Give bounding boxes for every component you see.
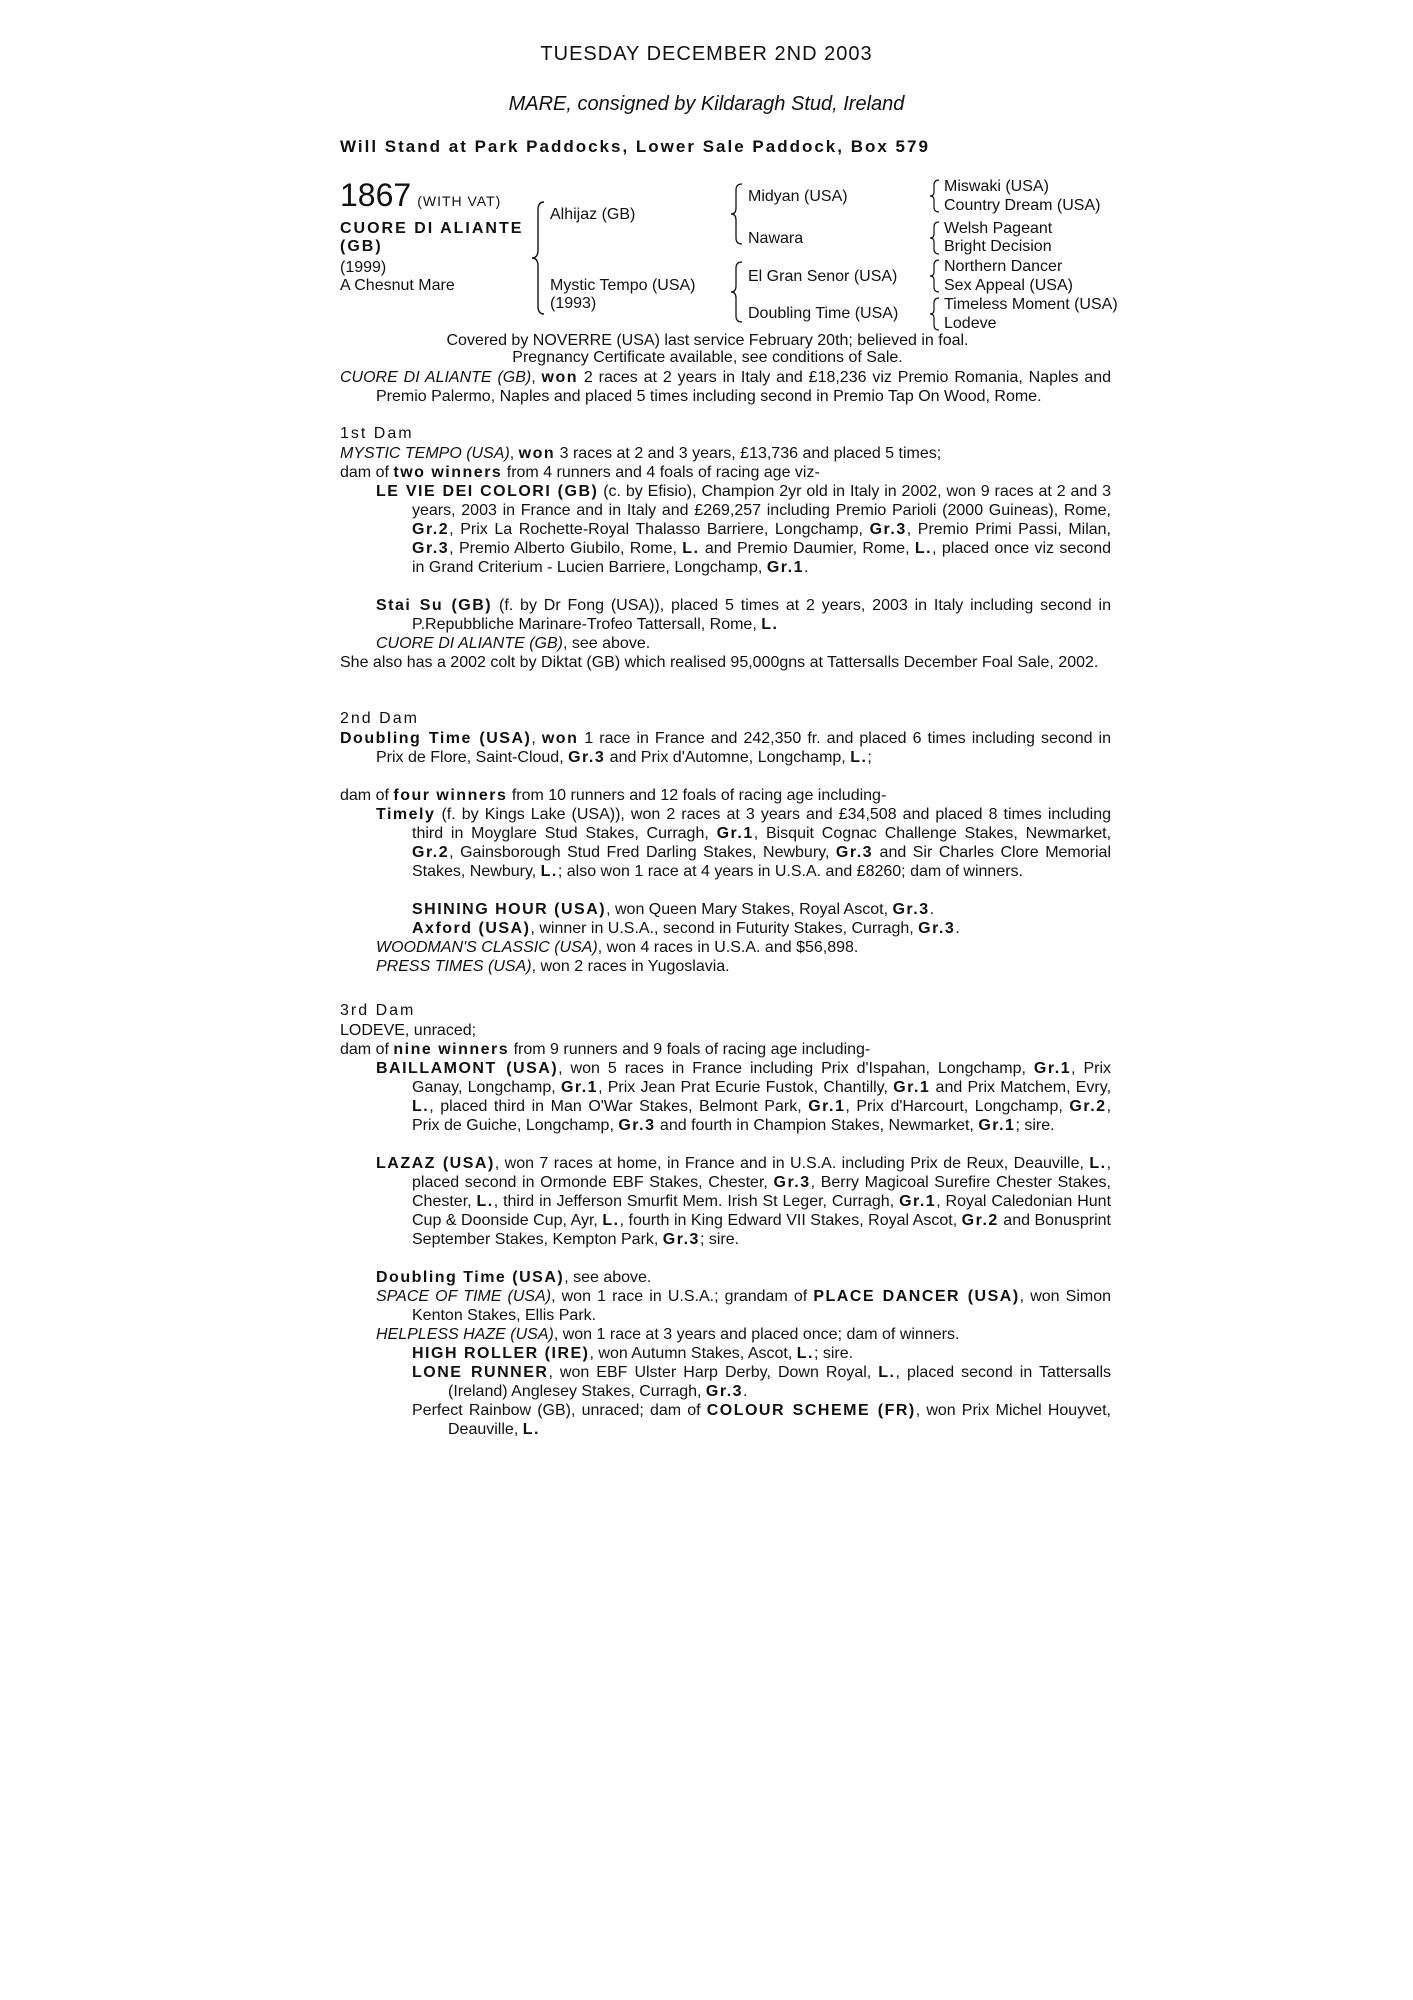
second-dam-heading: 2nd Dam (340, 710, 419, 727)
produce-space-of-time: SPACE OF TIME (USA), won 1 race in U.S.A.; grandam of PLACE DANCER (USA), won Simon Kenton Stakes, Ellis Park. (376, 1288, 1111, 1324)
pedigree-dd-dam: Lodeve (944, 315, 997, 332)
covering-note: Covered by NOVERRE (USA) last service February 20th; believed in foal. (446, 332, 969, 349)
produce-2002-colt: She also has a 2002 colt by Diktat (GB) which realised 95,000gns at Tattersalls December Foal Sale, 2002. (340, 654, 1099, 671)
produce-le-vie-dei-colori: LE VIE DEI COLORI (GB) (c. by Efisio), Champion 2yr old in Italy in 2002, won 9 races at 2 and 3 years, 2003 in France and in Italy and £269,257 including Premio Parioli (2000 Guineas), Rome, Gr.2, Prix La Rochette-Royal Thalasso Barriere, Longchamp, Gr.3, Premio Primi Passi, Milan, Gr.3, Premio Alberto Giubilo, Rome, L. and Premio Daumier, Rome, L., placed once viz second in Grand Criterium - Lucien Barriere, Longchamp, Gr.1. (376, 483, 1112, 576)
pedigree-dam-sire: El Gran Senor (USA) (748, 268, 898, 285)
pedigree-sd-sire: Welsh Pageant (944, 220, 1053, 237)
pedigree-dam-year: (1993) (550, 295, 597, 312)
produce-cuore-di-aliante: CUORE DI ALIANTE (GB), see above. (376, 635, 651, 652)
produce-high-roller: HIGH ROLLER (IRE), won Autumn Stakes, Ascot, L.; sire. (412, 1345, 854, 1362)
produce-axford: Axford (USA), winner in U.S.A., second in Futurity Stakes, Curragh, Gr.3. (412, 920, 960, 937)
vat-note: (WITH VAT) (417, 193, 502, 209)
first-dam-heading: 1st Dam (340, 425, 414, 442)
lot-number: 1867 (WITH VAT) (340, 177, 502, 213)
produce-lazaz: LAZAZ (USA), won 7 races at home, in France and in U.S.A. including Prix de Reux, Deauville, L., placed second in Ormonde EBF Stakes, Chester, Gr.3, Berry Magicoal Surefire Chester Stakes, Chester, L., third in Jefferson Smurfit Mem. Irish St Leger, Curragh, Gr.1, Royal Caledonian Hunt Cup & Doonside Cup, Ayr, L., fourth in King Edward VII Stakes, Royal Ascot, Gr.2 and Bonusprint September Stakes, Kempton Park, Gr.3; sire. (376, 1155, 1112, 1248)
horse-race-record: CUORE DI ALIANTE (GB), won 2 races at 2 years in Italy and £18,236 viz Premio Romania, Naples and Premio Palermo, Naples and placed 5 times including second in Premio Tap On Wood, Rome. (340, 369, 1112, 405)
horse-name: CUORE DI ALIANTE (GB) (340, 220, 524, 255)
pedigree-brace-dd (928, 296, 942, 332)
second-dam-produce: dam of four winners from 10 runners and 12 foals of racing age including- (340, 787, 887, 804)
pedigree-brace-ss (928, 178, 942, 214)
consignor-line: MARE, consigned by Kildaragh Stud, Ireland (508, 93, 905, 115)
pedigree-brace-sire (730, 182, 746, 246)
foaling-year: (1999) (340, 259, 387, 276)
produce-shining-hour: SHINING HOUR (USA), won Queen Mary Stakes, Royal Ascot, Gr.3. (412, 901, 935, 918)
pedigree-ss-dam: Country Dream (USA) (944, 197, 1101, 214)
produce-stai-su: Stai Su (GB) (f. by Dr Fong (USA)), placed 5 times at 2 years, 2003 in Italy including second in P.Repubbliche Marinare-Trofeo Tattersall, Rome, L. (376, 597, 1111, 633)
second-dam-record: Doubling Time (USA), won 1 race in France and 242,350 fr. and placed 6 times including second in Prix de Flore, Saint-Cloud, Gr.3 and Prix d'Automne, Longchamp, L.; (340, 730, 1112, 766)
produce-timely: Timely (f. by Kings Lake (USA)), won 2 races at 3 years and £34,508 and placed 8 times including third in Moyglare Stud Stakes, Curragh, Gr.1, Bisquit Cognac Challenge Stakes, Newmarket, Gr.2, Gainsborough Stud Fred Darling Stakes, Newbury, Gr.3 and Sir Charles Clore Memorial Stakes, Newbury, L.; also won 1 race at 4 years in U.S.A. and £8260; dam of winners. (376, 806, 1112, 880)
stand-location: Will Stand at Park Paddocks, Lower Sale Paddock, Box 579 (340, 137, 930, 156)
pedigree-brace-main (530, 200, 550, 316)
third-dam-heading: 3rd Dam (340, 1002, 416, 1019)
pedigree-sd-dam: Bright Decision (944, 238, 1052, 255)
pedigree-brace-sd (928, 220, 942, 256)
pedigree-sire-sire: Midyan (USA) (748, 188, 848, 205)
pedigree-dd-sire: Timeless Moment (USA) (944, 296, 1118, 313)
pedigree-ss-sire: Miswaki (USA) (944, 178, 1049, 195)
pregnancy-note: Pregnancy Certificate available, see conditions of Sale. (512, 349, 903, 366)
produce-baillamont: BAILLAMONT (USA), won 5 races in France including Prix d'Ispahan, Longchamp, Gr.1, Prix Ganay, Longchamp, Gr.1, Prix Jean Prat Ecurie Fustok, Chantilly, Gr.1 and Prix Matchem, Evry, L., placed third in Man O'War Stakes, Belmont Park, Gr.1, Prix d'Harcourt, Longchamp, Gr.2, Prix de Guiche, Longchamp, Gr.3 and fourth in Champion Stakes, Newmarket, Gr.1; sire. (376, 1060, 1112, 1134)
first-dam-record: MYSTIC TEMPO (USA), won 3 races at 2 and 3 years, £13,736 and placed 5 times; (340, 445, 942, 462)
produce-helpless-haze: HELPLESS HAZE (USA), won 1 race at 3 years and placed once; dam of winners. (376, 1326, 960, 1343)
produce-press-times: PRESS TIMES (USA), won 2 races in Yugoslavia. (376, 958, 730, 975)
produce-doubling-time: Doubling Time (USA), see above. (376, 1269, 652, 1286)
produce-perfect-rainbow: Perfect Rainbow (GB), unraced; dam of COLOUR SCHEME (FR), won Prix Michel Houyvet, Deauville, L. (412, 1402, 1111, 1438)
pedigree-dam-dam: Doubling Time (USA) (748, 305, 899, 322)
produce-lone-runner: LONE RUNNER, won EBF Ulster Harp Derby, Down Royal, L., placed second in Tattersalls (Ireland) Anglesey Stakes, Curragh, Gr.3. (412, 1364, 1112, 1400)
pedigree-dam: Mystic Tempo (USA) (550, 277, 696, 294)
produce-woodmans-classic: WOODMAN'S CLASSIC (USA), won 4 races in U.S.A. and $56,898. (376, 939, 859, 956)
horse-description: A Chesnut Mare (340, 277, 455, 294)
third-dam-record: LODEVE, unraced; (340, 1022, 477, 1039)
pedigree-brace-ds (928, 258, 942, 294)
pedigree-brace-dam (730, 260, 746, 324)
pedigree-ds-sire: Northern Dancer (944, 258, 1063, 275)
pedigree-ds-dam: Sex Appeal (USA) (944, 277, 1073, 294)
pedigree-sire-dam: Nawara (748, 230, 804, 247)
sale-date: TUESDAY DECEMBER 2ND 2003 (540, 43, 873, 65)
first-dam-produce: dam of two winners from 4 runners and 4 foals of racing age viz- (340, 464, 820, 481)
pedigree-sire: Alhijaz (GB) (550, 206, 636, 223)
third-dam-produce: dam of nine winners from 9 runners and 9 foals of racing age including- (340, 1041, 871, 1058)
